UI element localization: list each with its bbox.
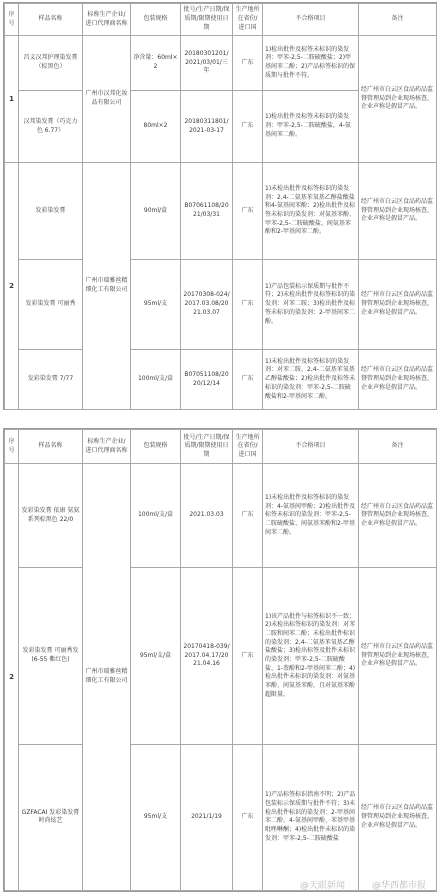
remark: 经广州市白云区食品药品监督管理局到企业现场核查，企业声称是假冒产品。 xyxy=(359,163,437,260)
remark: 经广州市白云区食品药品监督管理局到企业现场核查，企业声称是假冒产品。 xyxy=(359,36,437,163)
header-batch: 批号/生产日期/保质期/限期使用日期 xyxy=(181,430,233,464)
province: 广东 xyxy=(233,464,263,568)
recall-table-2 xyxy=(4,429,437,891)
table-row xyxy=(5,568,437,744)
header-company: 标称生产企业/进口代理商名称 xyxy=(83,4,131,36)
package-spec: 95ml/支 xyxy=(131,744,181,890)
company-name: 广州市瑞雅丝精细化工有限公司 xyxy=(83,163,131,410)
remark: 经广州市白云区食品药品监督管理局到企业现场核查，企业声称是假冒产品。 xyxy=(359,744,437,890)
province: 广东 xyxy=(233,163,263,260)
watermark-tianyan: @天眼新闻 xyxy=(300,881,346,891)
header-sample-name: 样品名称 xyxy=(19,4,83,36)
row-index: 1 xyxy=(5,36,19,163)
batch-info: B07061108/2021/03/31 xyxy=(181,163,233,260)
company-name: 广州市瑞雅丝精细化工有限公司 xyxy=(83,464,131,891)
province: 广东 xyxy=(233,744,263,890)
table-row xyxy=(5,744,437,890)
sample-name: 发彩染发膏 依康 氨氨系列棕黑色 22/0 xyxy=(19,464,83,568)
failed-items: 1)检出批件及标签未标识的染发剂：甲苯-2,5-二胺硫酸盐，4-氨基间苯二酚。 xyxy=(263,91,359,163)
package-spec: 100ml/支/盒 xyxy=(131,350,181,410)
watermark-huaxi: @华西都市报 xyxy=(372,881,427,891)
batch-info: 20180301201/2021/03/01/三年 xyxy=(181,36,233,91)
header-package: 包装规格 xyxy=(131,430,181,464)
sample-name: GZFACAI 发彩染发膏 时尚炫艺 xyxy=(19,744,83,890)
failed-items: 1)未检出批件及标签标识的染发剂：4-氨基间甲酚；2)检出批件及标签未标识的染发剂：甲苯-2,5-二胺硫酸盐、间氨基苯酚和2-甲基间苯二酚。 xyxy=(263,464,359,568)
header-province: 生产地所在省份/进口国 xyxy=(233,4,263,36)
sample-name: 发彩染发膏 7/77 xyxy=(19,350,83,410)
recall-table-1 xyxy=(4,3,437,410)
header-package: 包装规格 xyxy=(131,4,181,36)
failed-items: 1)该产品批件与标签标识不一致；2)未检出标签标识的染发剂：对苯二胺和间苯二酚；未检出批件标识的染发剂：2,4-二氨基苯氧基乙醇盐酸盐；3)检出标签及批件未标识的染发剂：甲苯-2,5-二胺硫酸盐、1-萘酚和2-甲基间苯二酚；4)检出批件未标识的染发剂：对氨基苯酚、间氨基苯酚，且对氨基苯酚超限量。 xyxy=(263,568,359,744)
header-index: 序号 xyxy=(5,4,19,36)
province: 广东 xyxy=(233,350,263,410)
header-index: 序号 xyxy=(5,430,19,464)
header-remark: 备注 xyxy=(359,4,437,36)
province: 广东 xyxy=(233,91,263,163)
batch-info: 20180311801/2021-03-17 xyxy=(181,91,233,163)
recall-table-page-1 xyxy=(3,2,437,410)
package-spec: 80ml×2 xyxy=(131,91,181,163)
company-name: 广州市汉邦化妆品有限公司 xyxy=(83,36,131,163)
sample-name: 昌义汉邦护理染发膏（棕黑色） xyxy=(19,36,83,91)
remark: 经广州市白云区食品药品监督管理局到企业现场核查，企业声称是假冒产品。 xyxy=(359,464,437,568)
row-index: 2 xyxy=(5,163,19,410)
sample-name: 发彩染发膏 可丽秀 xyxy=(19,260,83,350)
failed-items: 1)未检出批件及标签标识的染发剂：2,4-二氨基苯氧基乙醇盐酸盐和4-氨基间苯酚；2)检出批件及标签未标识的染发剂：对氨基苯酚、甲苯-2,5-二胺硫酸盐、间氨基苯酚和2-甲基间苯二酚。 xyxy=(263,163,359,260)
table-row xyxy=(5,36,437,91)
header-sample-name: 样品名称 xyxy=(19,430,83,464)
package-spec: 100ml/支/盒 xyxy=(131,464,181,568)
batch-info: 20170308-024/2017.03.08/2021.03.07 xyxy=(181,260,233,350)
header-items: 不合格项目 xyxy=(263,430,359,464)
remark: 经广州市白云区食品药品监督管理局到企业现场核查，企业声称是假冒产品。 xyxy=(359,260,437,350)
table-header-row xyxy=(5,4,437,36)
failed-items: 1)未检出批件及标签标识的染发剂：对苯二胺、2,4-二氨基苯氧基乙醇盐酸盐；2)检出批件及标签未标识的染发剂：甲苯-2,5-二胺硫酸盐和2-甲基间苯二酚。 xyxy=(263,350,359,410)
sample-name: 发彩染发膏 xyxy=(19,163,83,260)
failed-items: 1)检出批件及标签未标识的染发剂：甲苯-2,5-二胺硫酸盐；2)甲基间苯二酚；2)产品标签标识的保质期与批件不符。 xyxy=(263,36,359,91)
package-spec: 90ml/盒 xyxy=(131,163,181,260)
remark: 经广州市白云区食品药品监督管理局到企业现场核查，企业声称是假冒产品。 xyxy=(359,568,437,744)
batch-info: 2021.03.03 xyxy=(181,464,233,568)
table-row xyxy=(5,350,437,410)
province: 广东 xyxy=(233,260,263,350)
header-company: 标称生产企业/进口代理商名称 xyxy=(83,430,131,464)
table-row xyxy=(5,163,437,260)
failed-items: 1)产品标签标识指南不明；2)产品包装标示保质期与批件不符；3)未检出批件标识的染发剂：2-甲基间苯二酚、4-氨基间甲酚、苯基甲基吡唑啉酮；4)检出批件未标识的染发剂：甲苯-2,5-二胺硫酸盐 xyxy=(263,744,359,890)
sample-name: 发彩染发膏 可丽秀发(6-55 紫红色) xyxy=(19,568,83,744)
batch-info: 20170418-039/2017.04.17/2021.04.16 xyxy=(181,568,233,744)
batch-info: B07051108/2020/12/14 xyxy=(181,350,233,410)
header-batch: 批号/生产日期/保质期/限期使用日期 xyxy=(181,4,233,36)
province: 广东 xyxy=(233,36,263,91)
recall-table-page-2 xyxy=(3,428,437,892)
table-header-row xyxy=(5,430,437,464)
header-remark: 备注 xyxy=(359,430,437,464)
failed-items: 1)产品包装标示保质期与批件不符；2)未检出批件及标签标识的染发剂：对苯二胺；3)检出批件及标签未标识的染发剂：2-甲基间苯二酚。 xyxy=(263,260,359,350)
package-spec: 95ml/支 xyxy=(131,260,181,350)
package-spec: 95ml/支/盒 xyxy=(131,568,181,744)
table-row xyxy=(5,464,437,568)
package-spec: 净含量：60ml×2 xyxy=(131,36,181,91)
table-row xyxy=(5,260,437,350)
row-index: 2 xyxy=(5,464,19,891)
province: 广东 xyxy=(233,568,263,744)
header-province: 生产地所在省份/进口国 xyxy=(233,430,263,464)
header-items: 不合格项目 xyxy=(263,4,359,36)
remark: 经广州市白云区食品药品监督管理局到企业现场核查，企业声称是假冒产品。 xyxy=(359,350,437,410)
sample-name: 汉邦染发膏（巧克力色 6.77） xyxy=(19,91,83,163)
batch-info: 2021/1/19 xyxy=(181,744,233,890)
